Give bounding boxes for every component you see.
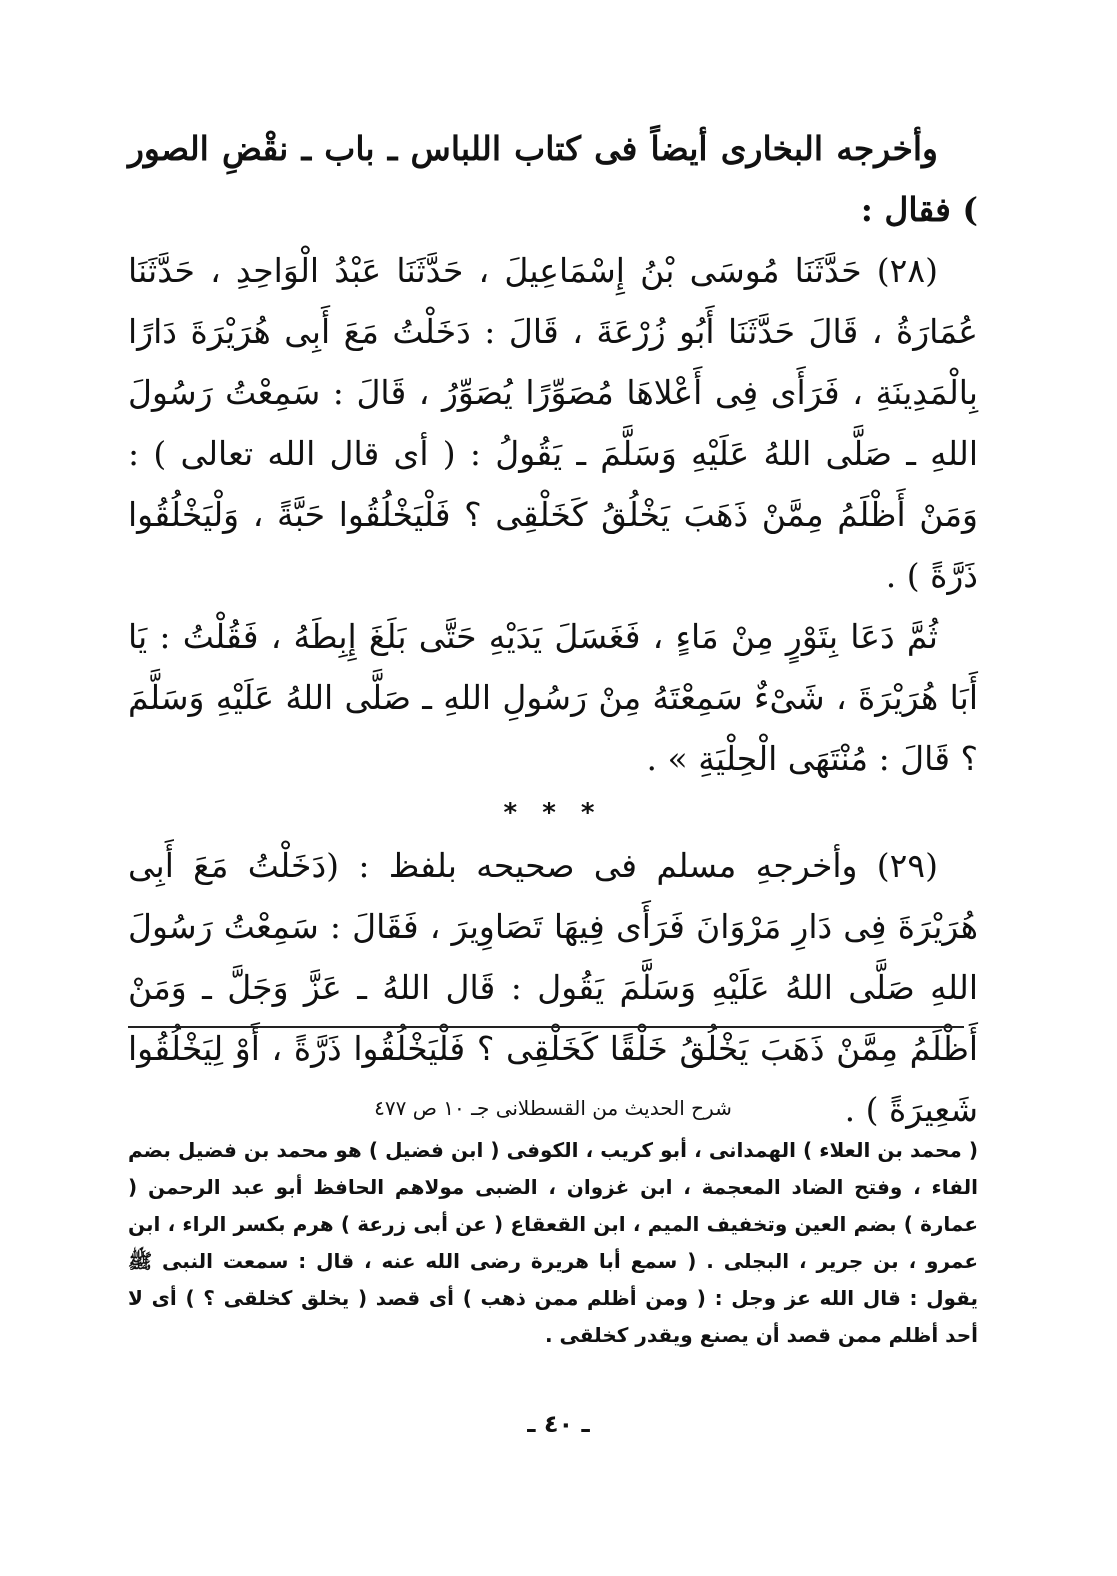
hadith-28-paragraph: (٢٨) حَدَّثَنَا مُوسَى بْنُ إِسْمَاعِيلَ ، حَدَّثَنَا عَبْدُ الْوَاحِدِ ، حَدَّثَنَا عُمَارَةُ ، قَالَ حَدَّثَنَا أَبُو زُرْعَةَ ، قَالَ : دَخَلْتُ مَعَ أَبِى هُرَيْرَةَ دَارًا بِالْمَدِينَةِ ، فَرَأَى فِى أَعْلاهَا مُصَوِّرًا يُصَوِّرُ ، قَالَ : سَمِعْتُ رَسُولَ اللهِ ـ صَلَّى اللهُ عَلَيْهِ وَسَلَّمَ ـ يَقُولُ : ( أى قال الله تعالى ) : وَمَنْ أَظْلَمُ مِمَّنْ ذَهَبَ يَخْلُقُ كَخَلْقِى ؟ فَلْيَخْلُقُوا حَبَّةً ، وَلْيَخْلُقُوا ذَرَّةً ) . [128, 251, 978, 595]
intro-paragraph: وأخرجه البخارى أيضاً فى كتاب اللباس ـ باب ـ نقْضِ الصور ) فقال : [128, 129, 978, 229]
hadith-29-paragraph: (٢٩) وأخرجهِ مسلم فى صحيحه بلفظ : (دَخَلْتُ مَعَ أَبِى هُرَيْرَةَ فِى دَارِ مَرْوَانَ فَرَأَى فِيهَا تَصَاوِيرَ ، فَقَالَ : سَمِعْتُ رَسُولَ اللهِ صَلَّى اللهُ عَلَيْهِ وَسَلَّمَ يَقُول : قَال اللهُ ـ عَزَّ وَجَلَّ ـ وَمَنْ أَظْلَمُ مِمَّنْ ذَهَبَ يَخْلُقُ خَلْقًا كَخَلْقِى ؟ فَلْيَخْلُقُوا ذَرَّةً ، أَوْ لِيَخْلُقُوا شَعِيرَةً ) . [128, 846, 978, 1129]
footnote-source-line: شرح الحديث من القسطلانى جـ ١٠ ص ٤٧٧ [374, 1096, 732, 1120]
footnotes-block [128, 1088, 978, 1354]
footnote-divider [128, 1026, 964, 1028]
hadith-28-continuation-paragraph: ثُمَّ دَعَا بِتَوْرٍ مِنْ مَاءٍ ، فَغَسَلَ يَدَيْهِ حَتَّى بَلَغَ إِبِطَهُ ، فَقُلْتُ : يَا أَبَا هُرَيْرَةَ ، شَىْءٌ سَمِعْتَهُ مِنْ رَسُولِ اللهِ ـ صَلَّى اللهُ عَلَيْهِ وَسَلَّمَ ؟ قَالَ : مُنْتَهَى الْحِلْيَةِ » . [128, 617, 978, 778]
page-number: ـ ٤٠ ـ [527, 1410, 590, 1438]
main-text-block [128, 118, 978, 1140]
footnote-commentary: ( محمد بن العلاء ) الهمدانى ، أبو كريب ، الكوفى ( ابن فضيل ) هو محمد بن فضيل بضم الفاء ، وفتح الضاد المعجمة ، ابن غزوان ، الضبى مولاهم الحافظ أبو عبد الرحمن ( عمارة ) بضم العين وتخفيف الميم ، ابن القعقاع ( عن أبى زرعة ) هرم بكسر الراء ، ابن عمرو ، بن جرير ، البجلى . ( سمع أبا هريرة رضى الله عنه ، قال : سمعت النبى ﷺ يقول : قال الله عز وجل : ( ومن أظلم ممن ذهب ) أى قصد ( يخلق كخلقى ؟ ) أى لا أحد أظلم ممن قصد أن يصنع ويقدر كخلقى . [128, 1138, 978, 1347]
section-separator: * * * [503, 798, 603, 828]
